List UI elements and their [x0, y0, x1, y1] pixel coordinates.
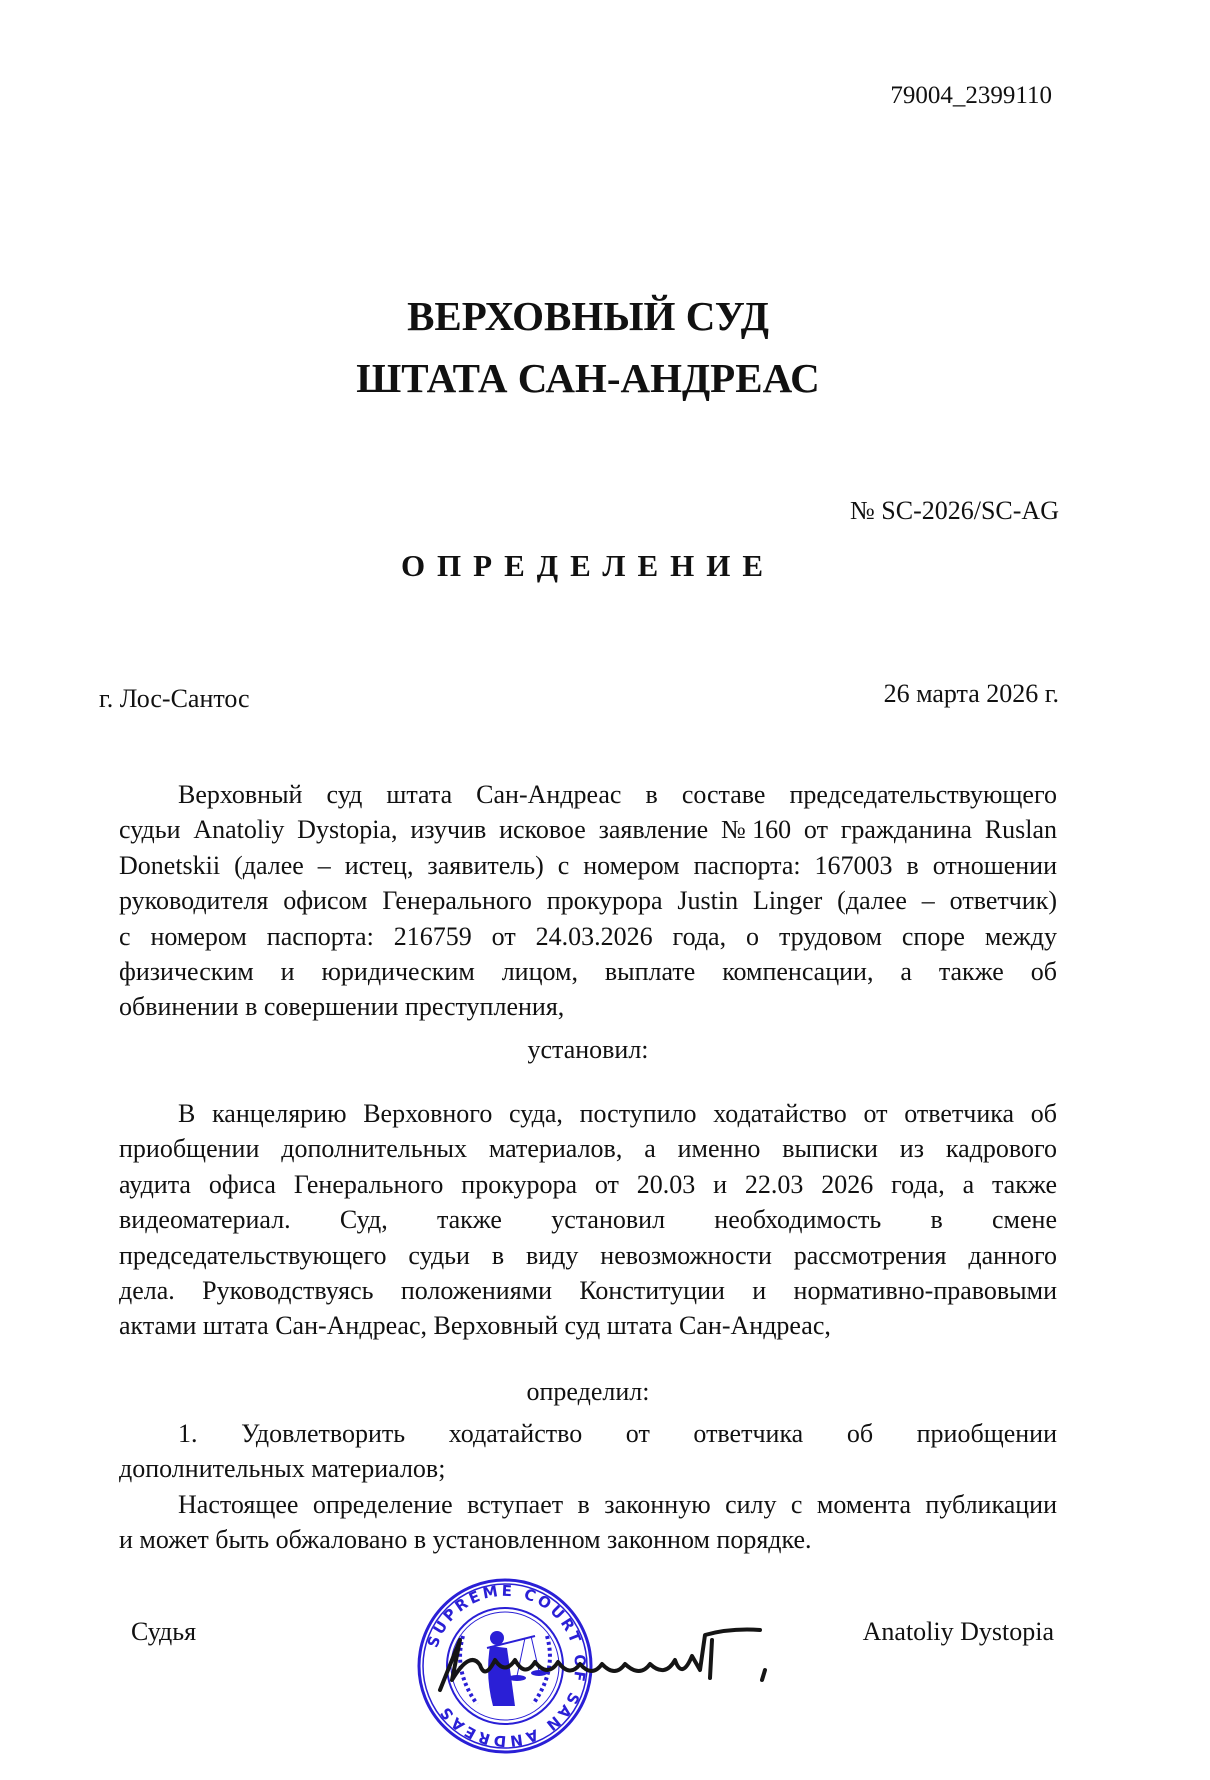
paragraph-line: обвинении в совершении преступления, — [119, 992, 565, 1022]
paragraph-line: аудита офиса Генерального прокурора от 20.03 и 22.03 2026 года, а также — [119, 1169, 1057, 1199]
paragraph-ruling — [119, 1416, 1057, 1558]
court-title-line-1: ВЕРХОВНЫЙ СУД — [407, 293, 769, 339]
paragraph-line: актами штата Сан-Андреас, Верховный суд штата Сан-Андреас, — [119, 1311, 831, 1341]
paragraph-intro — [119, 777, 1057, 1025]
document-id: 79004_2399110 — [890, 82, 1052, 109]
paragraph-line: председательствующего судьи в виду невозможности рассмотрения данного — [119, 1240, 1057, 1270]
seal-text: SUPREME COURT OF SAN ANDREAS — [423, 1581, 590, 1751]
paragraph-line: Настоящее определение вступает в законную силу с момента публикации — [178, 1489, 1057, 1519]
document-date: 26 марта 2026 г. — [883, 679, 1059, 708]
paragraph-line: видеоматериал. Суд, также установил необходимость в смене — [119, 1205, 1057, 1235]
city: г. Лос-Сантос — [99, 684, 250, 713]
paragraph-line: руководителя офисом Генерального прокурора Justin Linger (далее – ответчик) — [119, 886, 1057, 916]
section-determined: определил: — [526, 1377, 650, 1406]
section-established: установил: — [527, 1035, 649, 1064]
paragraph-line: В канцелярию Верховного суда, поступило ходатайство от ответчика об — [178, 1099, 1057, 1128]
paragraph-findings — [119, 1096, 1057, 1344]
paragraph-line: 1. Удовлетворить ходатайство от ответчика об приобщении — [178, 1419, 1057, 1448]
case-number: № SC-2026/SC-AG — [849, 496, 1059, 525]
paragraph-line: судьи Anatoliy Dystopia, изучив исковое заявление №160 от гражданина Ruslan — [119, 815, 1057, 845]
judge-label: Судья — [131, 1617, 197, 1646]
paragraph-line: Donetskii (далее – истец, заявитель) с номером паспорта: 167003 в отношении — [119, 850, 1057, 880]
paragraph-line: с номером паспорта: 216759 от 24.03.2026 года, о трудовом споре между — [119, 921, 1057, 951]
paragraph-line: Верховный суд штата Сан-Андреас в составе председательствующего — [178, 780, 1057, 809]
judge-signature — [430, 1620, 810, 1700]
document-type-heading: ОПРЕДЕЛЕНИЕ — [400, 548, 776, 583]
judge-name: Anatoliy Dystopia — [862, 1617, 1054, 1646]
paragraph-line: дела. Руководствуясь положениями Конституции и нормативно-правовыми — [119, 1276, 1057, 1306]
paragraph-line: и может быть обжаловано в установленном законном порядке. — [119, 1525, 812, 1555]
paragraph-line: физическим и юридическим лицом, выплате компенсации, а также об — [119, 957, 1057, 987]
court-title-line-2: ШТАТА САН-АНДРЕАС — [356, 355, 820, 401]
paragraph-line: приобщении дополнительных материалов, а именно выписки из кадрового — [119, 1134, 1057, 1164]
paragraph-line: дополнительных материалов; — [119, 1454, 446, 1484]
